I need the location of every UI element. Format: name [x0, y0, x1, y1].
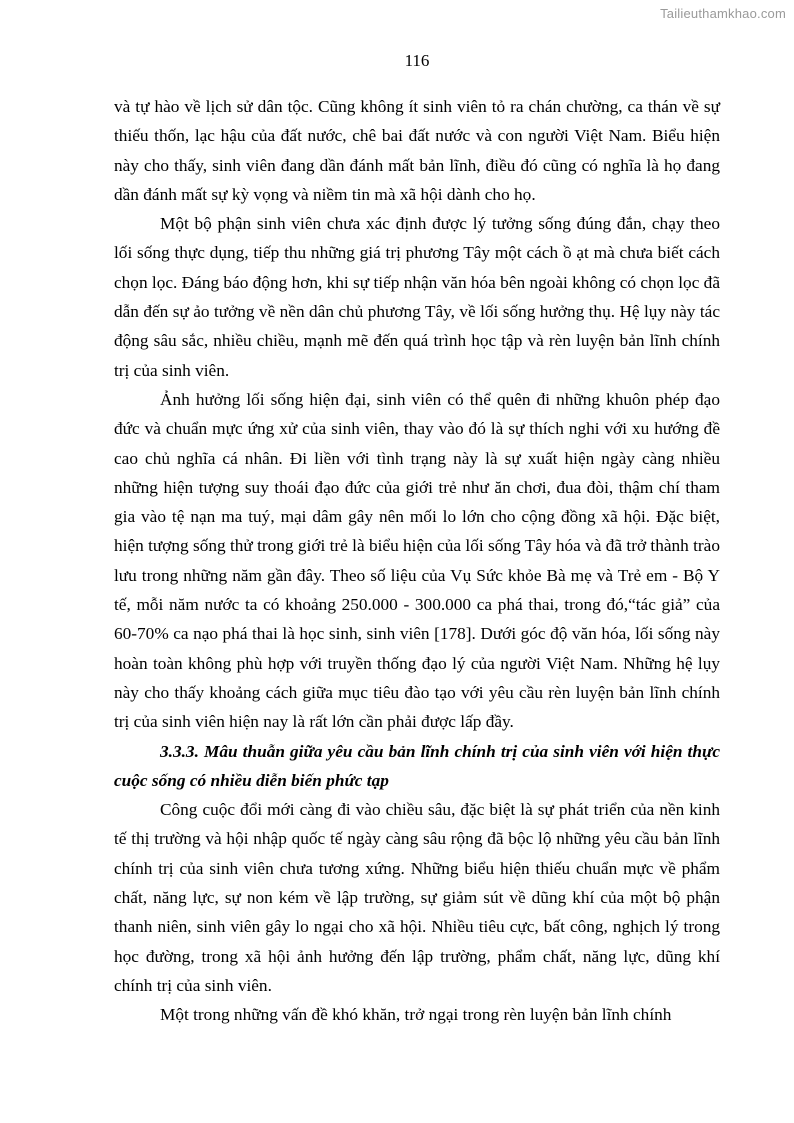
paragraph-4: Công cuộc đổi mới càng đi vào chiều sâu, đặc biệt là sự phát triển của nền kinh tế thị trường và hội nhập quốc tế ngày càng sâu rộng đã bộc lộ những yêu cầu bản lĩnh chính trị của sinh viên chưa tương xứng. Những biểu hiện thiếu chuẩn mực về phẩm chất, năng lực, sự non kém về lập trường, sự giảm sút về dũng khí của một bộ phận thanh niên, sinh viên gây lo ngại cho xã hội. Nhiều tiêu cực, bất công, nghịch lý trong học đường, trong xã hội ảnh hưởng đến lập trường, phẩm chất, năng lực, dũng khí chính trị của sinh viên.	[114, 800, 720, 995]
watermark: Tailieuthamkhao.com	[660, 6, 786, 21]
paragraph-2: Một bộ phận sinh viên chưa xác định được lý tưởng sống đúng đắn, chạy theo lối sống thực dụng, tiếp thu những giá trị phương Tây một cách ồ ạt mà chưa biết cách chọn lọc. Đáng báo động hơn, khi sự tiếp nhận văn hóa bên ngoài không có chọn lọc đã dẫn đến sự ảo tưởng về nền dân chủ phương Tây, về lối sống hưởng thụ. Hệ lụy này tác động sâu sắc, nhiều chiều, mạnh mẽ đến quá trình học tập và rèn luyện bản lĩnh chính trị của sinh viên.	[114, 214, 720, 380]
document-body	[114, 92, 720, 1030]
section-heading: 3.3.3. Mâu thuẫn giữa yêu cầu bản lĩnh chính trị của sinh viên với hiện thực cuộc sống có nhiều diễn biến phức tạp	[114, 741, 720, 790]
paragraph-3: Ảnh hưởng lối sống hiện đại, sinh viên có thể quên đi những khuôn phép đạo đức và chuẩn mực ứng xử của sinh viên, thay vào đó là sự thích nghi với xu hướng đề cao chủ nghĩa cá nhân. Đi liền với tình trạng này là sự xuất hiện ngày càng nhiều những hiện tượng suy thoái đạo đức của giới trẻ như ăn chơi, đua đòi, thậm chí tham gia vào tệ nạn ma tuý, mại dâm gây nên mối lo lớn cho cộng đồng xã hội. Đặc biệt, hiện tượng sống thử trong giới trẻ là biểu hiện của lối sống Tây hóa và đã trở thành trào lưu trong những năm gần đây. Theo số liệu của Vụ Sức khỏe Bà mẹ và Trẻ em - Bộ Y tế, mỗi năm nước ta có khoảng 250.000 - 300.000 ca phá thai, trong đó,“tác giả” của 60-70% ca nạo phá thai là học sinh, sinh viên [178]. Dưới góc độ văn hóa, lối sống này hoàn toàn không phù hợp với truyền thống đạo lý của người Việt Nam. Những hệ lụy này cho thấy khoảng cách giữa mục tiêu đào tạo với yêu cầu rèn luyện bản lĩnh chính trị của sinh viên hiện nay là rất lớn cần phải được lấp đầy.	[114, 389, 720, 732]
page-number: 116	[404, 51, 430, 70]
paragraph-5: Một trong những vấn đề khó khăn, trở ngại trong rèn luyện bản lĩnh chính	[160, 1005, 672, 1025]
paragraph-1: và tự hào về lịch sử dân tộc. Cũng không ít sinh viên tỏ ra chán chường, ca thán về sự thiếu thốn, lạc hậu của đất nước, chê bai đất nước và con người Việt Nam. Biểu hiện này cho thấy, sinh viên đang dần đánh mất bản lĩnh, điều đó cũng có nghĩa là họ đang dần đánh mất sự kỳ vọng và niềm tin mà xã hội dành cho họ.	[114, 97, 720, 204]
